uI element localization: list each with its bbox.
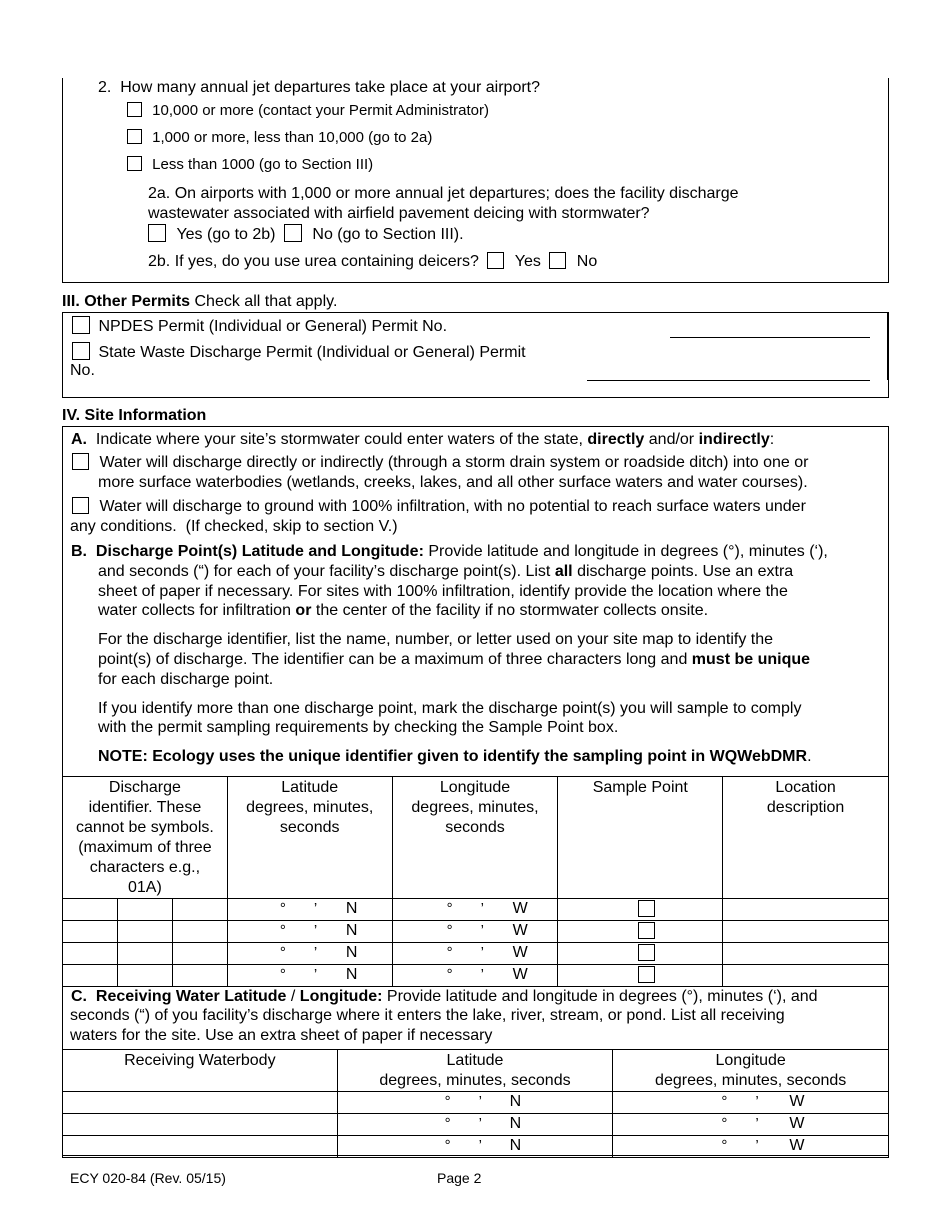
text: the center of the facility if no stormwater collects onsite. [315,602,709,619]
identifier-char-cell[interactable] [63,921,118,943]
header-longitude [613,1050,889,1092]
option-10000-or-more [127,101,489,121]
ground-option-line2: any conditions. (If checked, skip to section V.) [70,518,398,535]
header-line: identifier. These [88,799,202,816]
identifier-char-cell[interactable] [172,899,227,921]
checkbox-sample-point[interactable] [638,944,655,961]
surface-option-line1: Water will discharge directly or indirectly (through a storm drain system or roadside ditch) into one or [99,454,809,471]
header-line: (maximum of three [78,839,212,856]
section4b-label: B. [71,543,87,560]
section4c-line2: seconds (“) of you facility’s discharge where it enters the lake, river, stream, or pond. List all receiving [70,1007,785,1024]
text: and seconds (“) for each of your facility’s discharge point(s). List [98,563,551,580]
section4c-title: Receiving Water Latitude [95,988,287,1005]
north-label: N [345,922,358,939]
north-label: N [509,1093,522,1110]
waterbody-cell[interactable] [63,1114,338,1136]
header-line: Sample Point [592,779,688,796]
checkbox-2a-yes[interactable] [148,224,166,242]
minute-symbol: ’ [480,944,484,961]
period: . [807,748,812,765]
header-line: Discharge [108,779,181,796]
north-label: N [345,900,358,917]
header-line: degrees, minutes, [411,799,539,816]
option-less-than-1000 [127,155,373,175]
question-2a-answers [148,224,464,245]
minute-symbol: ’ [313,966,318,983]
degree-symbol: ° [446,900,453,917]
minute-symbol: ’ [313,944,318,961]
table-row [63,1114,889,1136]
option-label: 1,000 or more, less than 10,000 (go to 2a) [152,129,433,146]
latitude-cell[interactable] [227,965,392,987]
identifier-char-cell[interactable] [117,943,172,965]
location-description-cell[interactable] [723,943,889,965]
degree-symbol: ° [446,944,453,961]
question-2b [148,252,597,272]
label-2b-yes: Yes [514,253,541,270]
minute-symbol: ’ [478,1093,483,1110]
section4-title: IV. Site Information [62,407,207,424]
state-waste-permit-number-field[interactable] [587,380,870,381]
minute-symbol: ’ [313,922,318,939]
receiving-water-table [62,1049,889,1158]
header-line: Longitude [439,779,511,796]
latitude-cell[interactable] [227,943,392,965]
checkbox-2a-no[interactable] [284,224,302,242]
west-label: W [512,966,528,983]
state-waste-label-line2: No. [70,362,95,379]
option-label: 10,000 or more (contact your Permit Administrator) [152,102,489,119]
degree-symbol: ° [446,922,453,939]
location-description-cell[interactable] [723,965,889,987]
table-row [63,921,889,943]
latitude-cell[interactable] [227,899,392,921]
question-2b-text: 2b. If yes, do you use urea containing deicers? [148,253,479,270]
identifier-char-cell[interactable] [117,921,172,943]
identifier-char-cell[interactable] [63,899,118,921]
table-row [63,1136,889,1158]
option-1000-to-10000 [127,128,432,148]
colon: : [769,431,775,448]
checkbox-npdes[interactable] [72,316,90,334]
identifier-char-cell[interactable] [172,921,227,943]
section4c-label: C. [71,988,87,1005]
header-longitude [392,777,558,899]
text: point(s) of discharge. The identifier can be a maximum of three characters long and [98,651,688,668]
section4c-title2: Longitude: [299,988,383,1005]
header-line: degrees, minutes, [246,799,374,816]
minute-symbol: ’ [755,1137,759,1154]
question-2a-line1: 2a. On airports with 1,000 or more annual jet departures; does the facility discharge [148,185,739,202]
minute-symbol: ’ [313,900,318,917]
longitude-cell[interactable] [613,1114,889,1136]
degree-symbol: ° [279,966,286,983]
header-location-description [723,777,889,899]
identifier-para-line2 [98,650,810,670]
identifier-para-line3: for each discharge point. [98,671,274,688]
degree-symbol: ° [279,900,286,917]
discharge-surface-option [72,453,808,473]
north-label: N [345,966,358,983]
latitude-cell[interactable] [337,1092,613,1114]
label-2b-no: No [576,253,598,270]
section4c-line3: waters for the site. Use an extra sheet of paper if necessary [70,1027,493,1044]
north-label: N [509,1115,522,1132]
longitude-cell[interactable] [613,1136,889,1158]
section4a-label: A. [71,431,87,448]
form-id: ECY 020-84 (Rev. 05/15) [70,1170,226,1186]
longitude-cell[interactable] [392,921,558,943]
identifier-para-line1: For the discharge identifier, list the name, number, or letter used on your site map to identify the [98,631,774,648]
minute-symbol: ’ [480,966,484,983]
words-must-be-unique: must be unique [691,651,811,668]
minute-symbol: ’ [480,900,484,917]
north-label: N [509,1137,522,1154]
discharge-points-table [62,776,889,987]
checkbox-sample-point[interactable] [638,900,655,917]
degree-symbol: ° [444,1137,451,1154]
ground-option-line1: Water will discharge to ground with 100% infiltration, with no potential to reach surface waters under [99,498,806,515]
degree-symbol: ° [721,1115,728,1132]
checkbox-10000-or-more[interactable] [127,102,142,117]
question-2a-line2: wastewater associated with airfield pavement deicing with stormwater? [148,205,650,222]
checkbox-1000-to-10000[interactable] [127,129,142,144]
west-label: W [789,1115,805,1132]
npdes-permit-row [72,316,447,337]
waterbody-cell[interactable] [63,1092,338,1114]
header-line: seconds [279,819,340,836]
text: water collects for infiltration [98,602,291,619]
state-waste-permit-row [72,342,526,363]
sample-point-cell [558,899,723,921]
longitude-cell[interactable] [613,1092,889,1114]
table-header-row [63,777,889,899]
latitude-cell[interactable] [337,1114,613,1136]
longitude-cell[interactable] [392,899,558,921]
degree-symbol: ° [721,1093,728,1110]
section4a-text: Indicate where your site’s stormwater could enter waters of the state, [95,431,583,448]
sample-point-cell [558,965,723,987]
identifier-char-cell[interactable] [63,943,118,965]
checkbox-2b-no[interactable] [549,252,566,269]
checkbox-sample-point[interactable] [638,966,655,983]
word-indirectly: indirectly [698,431,770,448]
waterbody-cell[interactable] [63,1136,338,1158]
section4b-line2 [98,562,793,582]
table-row [63,943,889,965]
west-label: W [512,900,528,917]
option-label: Less than 1000 (go to Section III) [152,156,374,173]
section4b-title: Discharge Point(s) Latitude and Longitude: [95,543,424,560]
longitude-cell[interactable] [392,965,558,987]
header-line: degrees, minutes, seconds [379,1072,571,1089]
minute-symbol: ’ [480,922,484,939]
sample-point-cell [558,921,723,943]
header-line: degrees, minutes, seconds [655,1072,847,1089]
header-latitude [337,1050,613,1092]
slash: / [286,988,300,1005]
location-description-cell[interactable] [723,921,889,943]
note-text: NOTE: Ecology uses the unique identifier given to identify the sampling point in WQWebDMR [98,748,808,765]
identifier-char-cell[interactable] [172,943,227,965]
header-line: Location [775,779,836,796]
sample-point-cell [558,943,723,965]
checkbox-surface-water[interactable] [72,453,89,470]
west-label: W [512,944,528,961]
checkbox-less-than-1000[interactable] [127,156,142,171]
header-latitude [227,777,392,899]
degree-symbol: ° [444,1093,451,1110]
label-2a-yes: Yes (go to 2b) [176,226,276,243]
word-all: all [554,563,573,580]
word-or: or [295,602,312,619]
label-2a-no: No (go to Section III). [312,226,464,243]
header-line: Receiving Waterbody [124,1052,276,1069]
section4b-line3: sheet of paper if necessary. For sites with 100% infiltration, identify provide the location where the [98,583,788,600]
section4a-intro [71,430,774,450]
checkbox-state-waste[interactable] [72,342,90,360]
degree-symbol: ° [721,1137,728,1154]
npdes-permit-number-field[interactable] [670,337,870,338]
west-label: W [789,1137,805,1154]
table-header-row [63,1050,889,1092]
identifier-char-cell[interactable] [63,965,118,987]
checkbox-sample-point[interactable] [638,922,655,939]
degree-symbol: ° [279,944,286,961]
header-line: Latitude [446,1052,504,1069]
west-label: W [789,1093,805,1110]
page-number: Page 2 [437,1170,482,1186]
discharge-ground-option [72,497,806,517]
identifier-char-cell[interactable] [117,899,172,921]
header-line: cannot be symbols. [75,819,214,836]
minute-symbol: ’ [478,1137,483,1154]
section3-title: III. Other Permits [62,293,191,310]
section4b-line1 [71,542,828,562]
checkbox-2b-yes[interactable] [487,252,504,269]
header-line: 01A) [128,879,162,896]
header-discharge-identifier [63,777,228,899]
section4b-line4 [98,601,708,621]
header-line: seconds [445,819,505,836]
surface-option-line2: more surface waterbodies (wetlands, creeks, lakes, and all other surface waters and water courses). [98,474,808,491]
section4c-text1: Provide latitude and longitude in degrees (°), minutes (‘), and [386,988,818,1005]
question-2: 2. How many annual jet departures take place at your airport? [98,79,541,96]
header-line: Latitude [281,779,339,796]
section4b-text1: Provide latitude and longitude in degrees (°), minutes (‘), [428,543,828,560]
section3-instruction: Check all that apply. [194,293,338,310]
npdes-label: NPDES Permit (Individual or General) Permit No. [98,318,448,335]
section3-heading [62,292,337,312]
header-line: Longitude [715,1052,786,1069]
identifier-char-cell[interactable] [172,965,227,987]
degree-symbol: ° [444,1115,451,1132]
location-description-cell[interactable] [723,899,889,921]
header-line: description [766,799,845,816]
sample-para-line2: with the permit sampling requirements by checking the Sample Point box. [98,719,619,736]
sample-para-line1: If you identify more than one discharge point, mark the discharge point(s) you will sample to comply [98,700,802,717]
identifier-char-cell[interactable] [117,965,172,987]
table-row [63,965,889,987]
section4c-line1 [71,987,818,1007]
text: discharge points. Use an extra [577,563,794,580]
west-label: W [512,922,528,939]
longitude-cell[interactable] [392,943,558,965]
latitude-cell[interactable] [337,1136,613,1158]
header-line: characters e.g., [89,859,201,876]
table-row [63,1092,889,1114]
header-receiving-waterbody [63,1050,338,1092]
ecology-note [98,747,812,767]
header-sample-point [558,777,723,899]
state-waste-label: State Waste Discharge Permit (Individual or General) Permit [98,344,526,361]
table-row [63,899,889,921]
latitude-cell[interactable] [227,921,392,943]
checkbox-ground-infiltration[interactable] [72,497,89,514]
section3-inner-right-border [887,312,888,380]
north-label: N [345,944,358,961]
word-andor: and/or [648,431,695,448]
word-directly: directly [587,431,645,448]
degree-symbol: ° [446,966,453,983]
degree-symbol: ° [279,922,286,939]
minute-symbol: ’ [755,1093,759,1110]
minute-symbol: ’ [478,1115,483,1132]
minute-symbol: ’ [755,1115,759,1132]
